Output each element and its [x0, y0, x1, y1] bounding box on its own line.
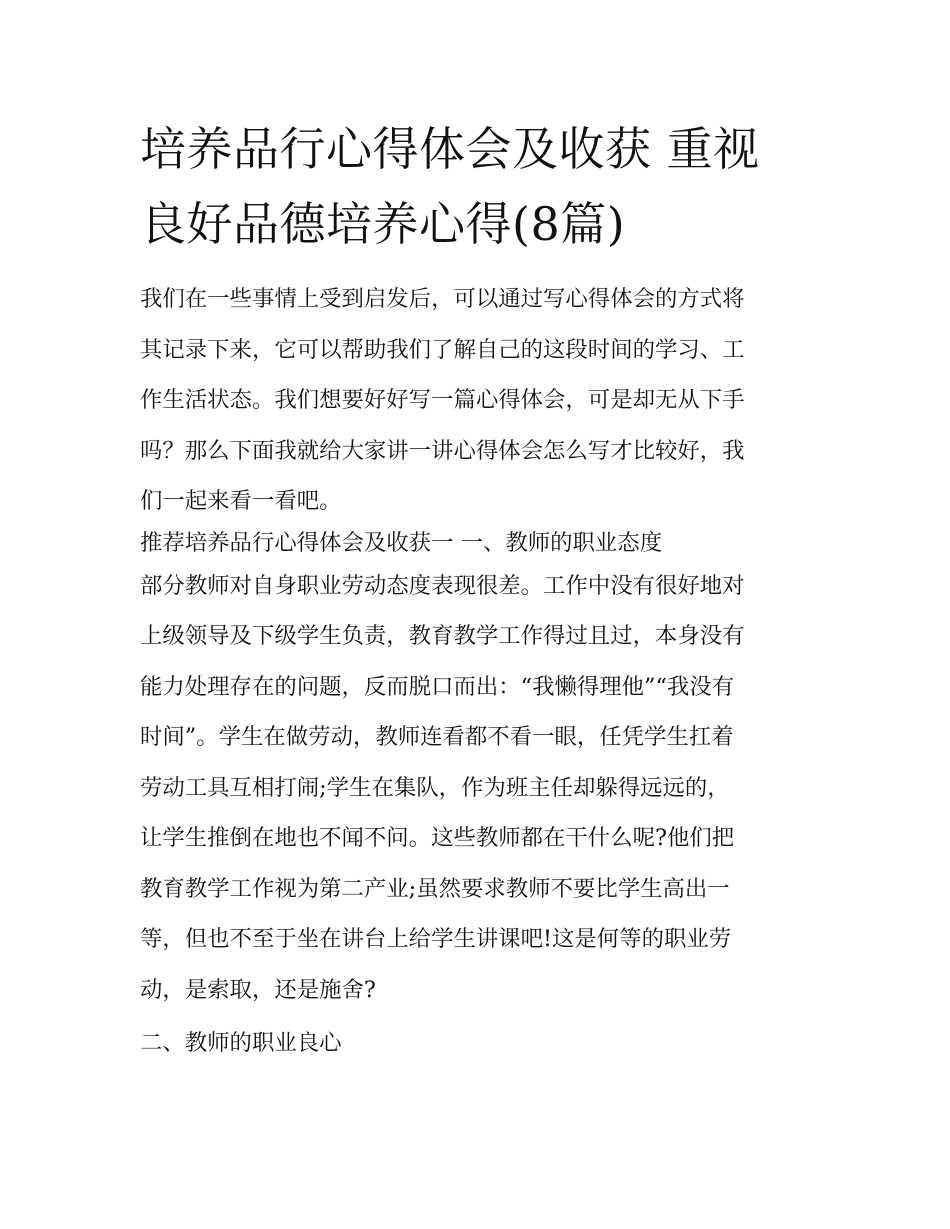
section2-heading: 二、教师的职业良心: [140, 1030, 342, 1056]
document-title: 培养品行心得体会及收获 重视 良好品德培养心得(8篇): [140, 122, 760, 251]
section1-heading: 推荐培养品行心得体会及收获一 一、教师的职业态度: [140, 529, 663, 556]
intro-paragraph: 我们在一些事情上受到启发后，可以通过写心得体会的方式将 其记录下来，它可以帮助我们了解自己的这段时间的学习、工 作生活状态。我们想要好好写一篇心得体会，可是却无从下手 吗？那么下面我就给大家讲一讲心得体会怎么写才比较好，我 们一起来看一看吧。: [140, 286, 745, 514]
document-body: [140, 274, 820, 1067]
section1-paragraph: 部分教师对自身职业劳动态度表现很差。工作中没有很好地对 上级领导及下级学生负责，教育教学工作得过且过，本身没有 能力处理存在的问题，反而脱口而出：“我懒得理他”“我没有 时间”。学生在做劳动，教师连看都不看一眼，任凭学生扛着 劳动工具互相打闹;学生在集队，作为班主任却躲得远远的， 让学生推倒在地也不闻不问。这些教师都在干什么呢?他们把 教育教学工作视为第二产业;虽然要求教师不要比学生高出一 等，但也不至于坐在讲台上给学生讲课吧!这是何等的职业劳 动，是索取，还是施舍?: [140, 572, 745, 1003]
